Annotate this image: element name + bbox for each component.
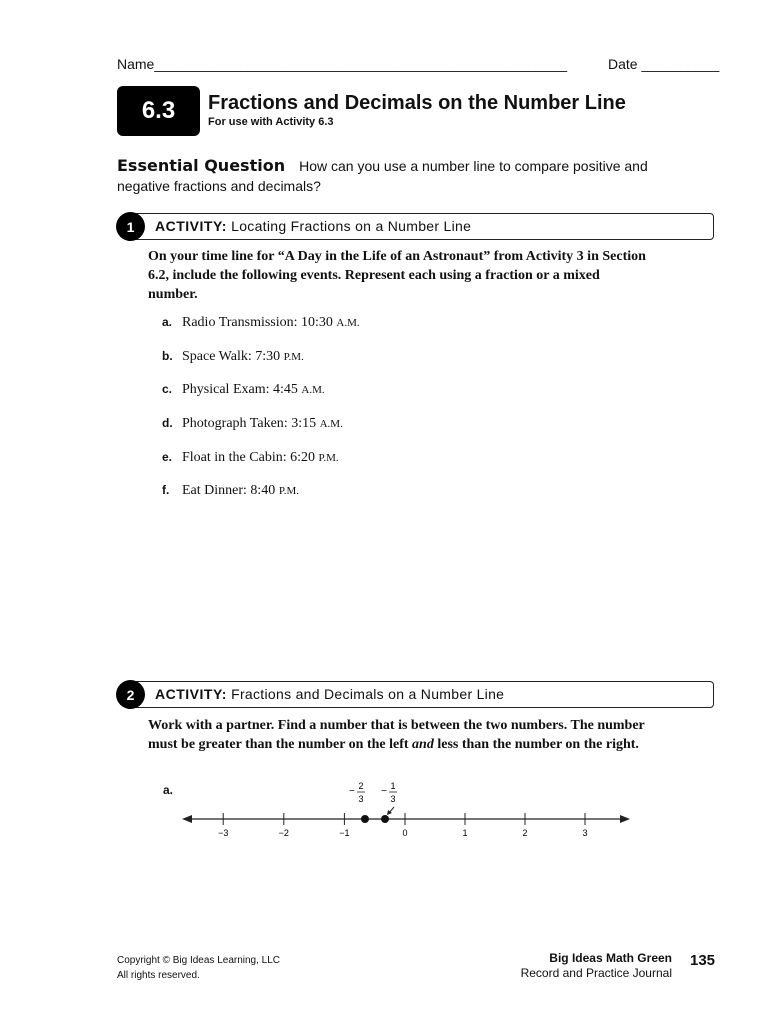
section-subtitle: For use with Activity 6.3: [208, 116, 334, 128]
fraction-denominator: 3: [358, 794, 364, 804]
essential-question: [117, 156, 677, 196]
fraction-denominator: 3: [390, 794, 396, 804]
number-line-tick-label: 1: [462, 828, 468, 838]
list-item: [162, 481, 299, 499]
activity-2-label: ACTIVITY:: [155, 686, 227, 702]
book-info: [470, 951, 672, 981]
rights-text: All rights reserved.: [117, 970, 200, 981]
activity-2-instructions: [148, 716, 648, 754]
part-a-label: a.: [163, 783, 174, 797]
activity-2-heading: [155, 686, 504, 702]
activity-1-title: Locating Fractions on a Number Line: [231, 218, 472, 234]
number-line-point: [381, 815, 389, 823]
item-suffix: A.M.: [336, 317, 360, 329]
fraction-sign: −: [381, 786, 387, 797]
item-text: Space Walk: 7:30: [182, 349, 284, 364]
copyright-notice: [117, 953, 280, 983]
item-letter: c.: [162, 382, 173, 396]
section-number-badge: 6.3: [117, 86, 200, 136]
number-line-tick-label: 3: [582, 828, 588, 838]
journal-title: Record and Practice Journal: [520, 966, 672, 980]
activity-1-instructions: On your time line for “A Day in the Life of an Astronaut” from Activity 3 in Section 6.2, include the following events. Represent each using a fraction or a mixed number.: [148, 249, 646, 302]
list-item: [162, 313, 360, 331]
fraction-sign: −: [349, 786, 355, 797]
fraction-numerator: 1: [390, 781, 396, 791]
copyright-text: Copyright © Big Ideas Learning, LLC: [117, 955, 281, 966]
item-suffix: P.M.: [283, 351, 304, 363]
item-text: Eat Dinner: 8:40: [182, 483, 279, 498]
left-arrow-icon: [182, 815, 192, 823]
number-line-tick-label: −3: [218, 828, 229, 838]
item-letter: b.: [162, 349, 173, 363]
item-suffix: P.M.: [318, 452, 339, 464]
date-field-line: Date __________: [608, 56, 720, 72]
activity-1-heading: [155, 218, 471, 234]
name-field-line: Name_____________________________________________________: [117, 56, 568, 72]
item-letter: d.: [162, 416, 173, 430]
item-suffix: A.M.: [319, 418, 343, 430]
activity-2-number-badge: 2: [116, 680, 145, 709]
item-text: Photograph Taken: 3:15: [182, 416, 320, 431]
item-text: Physical Exam: 4:45: [182, 382, 302, 397]
essential-question-label: Essential Question: [117, 156, 286, 175]
instructions-part-1: Work with a partner. Find a number that is between the two numbers. The number must be greater than the number on the left: [148, 718, 645, 752]
section-title: Fractions and Decimals on the Number Line: [208, 92, 626, 114]
essential-question-text: How can you use a number line to compare positive and negative fractions and decimals?: [117, 158, 648, 194]
item-letter: f.: [162, 483, 170, 497]
list-item: [162, 380, 325, 398]
instructions-part-2: less than the number on the right.: [433, 737, 639, 752]
page-number: 135: [690, 952, 716, 969]
item-text: Radio Transmission: 10:30: [182, 315, 337, 330]
list-item: [162, 347, 304, 365]
number-line-tick-label: 0: [402, 828, 408, 838]
item-text: Float in the Cabin: 6:20: [182, 450, 319, 465]
fraction-numerator: 2: [358, 781, 364, 791]
list-item: [162, 414, 343, 432]
number-line-tick-label: 2: [522, 828, 528, 838]
number-line: [0, 775, 770, 845]
activity-1-label: ACTIVITY:: [155, 218, 227, 234]
activity-2-title: Fractions and Decimals on a Number Line: [231, 686, 505, 702]
item-suffix: A.M.: [301, 384, 325, 396]
number-line-tick-label: −2: [278, 828, 289, 838]
list-item: [162, 448, 339, 466]
right-arrow-icon: [620, 815, 630, 823]
number-line-point: [361, 815, 369, 823]
item-letter: e.: [162, 450, 173, 464]
item-letter: a.: [162, 315, 173, 329]
book-title: Big Ideas Math Green: [549, 951, 672, 965]
instructions-emphasis: and: [412, 737, 434, 752]
item-suffix: P.M.: [278, 485, 299, 497]
activity-1-number-badge: 1: [116, 212, 145, 241]
number-line-tick-label: −1: [339, 828, 350, 838]
